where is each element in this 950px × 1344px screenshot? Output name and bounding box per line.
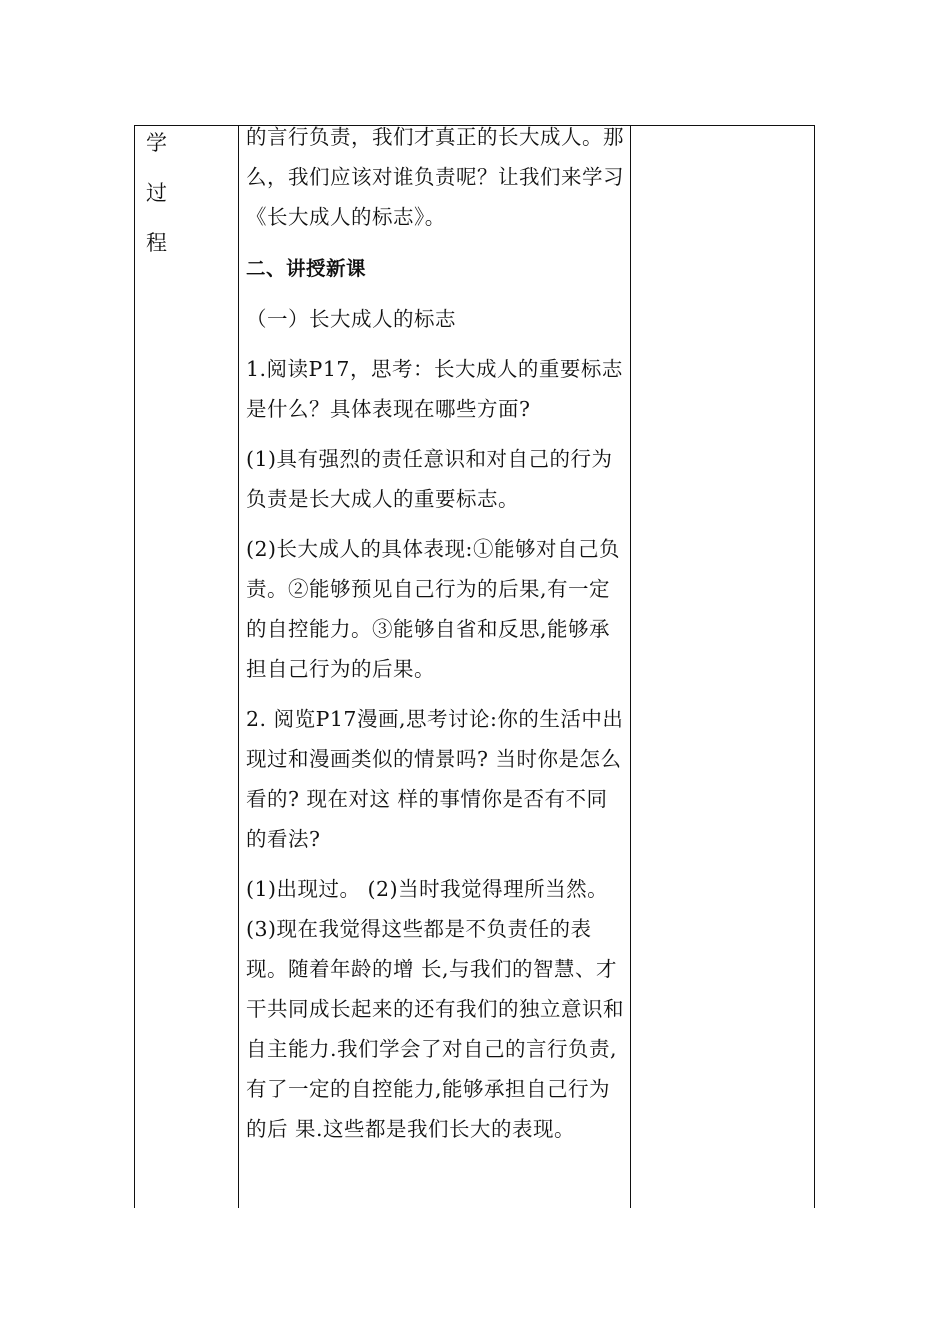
answer-1-2: (2)长大成人的具体表现:①能够对自己负责。②能够预见自己行为的后果,有一定的自控能力。③能够自省和反思,能够承担自己行为的后果。: [246, 537, 620, 681]
answer-2: (1)出现过。 (2)当时我觉得理所当然。(3)现在我觉得这些都是不负责任的表现。随着年龄的增 长,与我们的智慧、才干共同成长起来的还有我们的独立意识和自主能力.我们学会了对自己的言行负责,有了一定的自控能力,能够承担自己行为的后 果.这些都是我们长大的表现。: [246, 877, 624, 1141]
answer-1-1: (1)具有强烈的责任意识和对自己的行为负责是长大成人的重要标志。: [246, 447, 613, 511]
paragraph-intro: 的言行负责，我们才真正的长大成人。那么，我们应该对谁负责呢？让我们来学习《长大成人的标志》。: [246, 125, 624, 229]
question-2: 2. 阅览P17漫画,思考讨论:你的生活中出现过和漫画类似的情景吗? 当时你是怎么看的? 现在对这 样的事情你是否有不同的看法?: [246, 707, 624, 851]
table-left-border: [134, 125, 135, 1208]
section-heading: 二、讲授新课: [246, 257, 367, 280]
column-divider-2: [630, 125, 631, 1208]
side-label-char: 过: [146, 181, 167, 205]
column-divider-1: [238, 125, 239, 1208]
lesson-table: [134, 125, 815, 1208]
side-label-char: 程: [146, 231, 167, 255]
subsection-heading: （一）长大成人的标志: [246, 307, 456, 331]
side-label-char: 学: [146, 131, 167, 155]
table-right-border: [814, 125, 815, 1208]
question-1: 1.阅读P17，思考：长大成人的重要标志是什么？具体表现在哪些方面?: [246, 357, 623, 421]
